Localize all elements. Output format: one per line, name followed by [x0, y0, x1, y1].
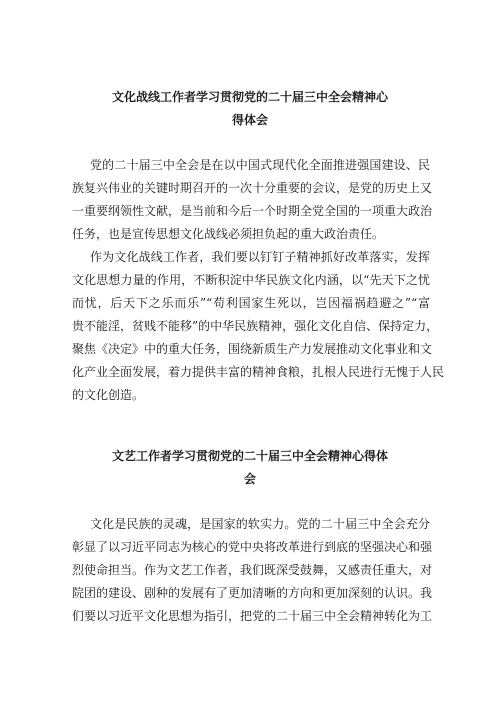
- article-1-paragraph-2-line-7: 的文化创造。: [72, 388, 145, 402]
- article-2-title-line-2: 会: [243, 472, 256, 486]
- article-1-paragraph-1-line-1: 党的二十届三中全会是在以中国式现代化全面推进强国建设、民: [90, 158, 430, 172]
- article-1-paragraph-2-line-2: 文化思想力量的作用，不断积淀中华民族文化内涵，以“先天下之忧: [72, 273, 430, 287]
- article-1-paragraph-2-line-1: 作为文化战线工作者，我们要以钉钉子精神抓好改革落实，发挥: [90, 250, 430, 264]
- article-2-paragraph-1-line-1: 文化是民族的灵魂，是国家的软实力。党的二十届三中全会充分: [90, 517, 430, 531]
- article-1-paragraph-1-line-4: 任务，也是宣传思想文化战线必须担负起的重大政治责任。: [72, 227, 385, 241]
- article-1-paragraph-1-line-2: 族复兴伟业的关键时期召开的一次十分重要的会议，是党的历史上又: [72, 181, 433, 195]
- article-1-title-line-1: 文化战线工作者学习贯彻党的二十届三中全会精神心: [111, 90, 388, 104]
- article-2-paragraph-1-line-5: 们要以习近平文化思想为指引，把党的二十届三中全会精神转化为工: [72, 609, 433, 623]
- article-1-paragraph-2-line-6: 化产业全面发展，着力提供丰富的精神食粮，扎根人民进行无愧于人民: [72, 365, 445, 379]
- article-2-paragraph-1-line-2: 彰显了以习近平同志为核心的党中央将改革进行到底的坚强决心和强: [72, 540, 433, 554]
- article-1-paragraph-1-line-3: 一重要纲领性文献，是当前和今后一个时期全党全国的一项重大政治: [72, 204, 433, 218]
- article-2-paragraph-1-line-3: 烈使命担当。作为文艺工作者，我们既深受鼓舞，又感责任重大，对: [72, 563, 433, 577]
- article-1-paragraph-2-line-3: 而忧，后天下之乐而乐”“苟利国家生死以，岂因福祸趋避之”“富: [72, 296, 430, 310]
- article-2-title-line-1: 文艺工作者学习贯彻党的二十届三中全会精神心得体: [111, 449, 388, 463]
- article-2-paragraph-1-line-4: 院团的建设、剧种的发展有了更加清晰的方向和更加深刻的认识。我: [72, 586, 433, 600]
- article-1-paragraph-2-line-4: 贵不能淫，贫贱不能移”的中华民族精神，强化文化自信、保持定力，: [72, 319, 439, 333]
- article-1-paragraph-2-line-5: 聚焦《决定》中的重大任务，围绕新质生产力发展推动文化事业和文: [72, 342, 433, 356]
- article-1-title-line-2: 得体会: [231, 113, 268, 127]
